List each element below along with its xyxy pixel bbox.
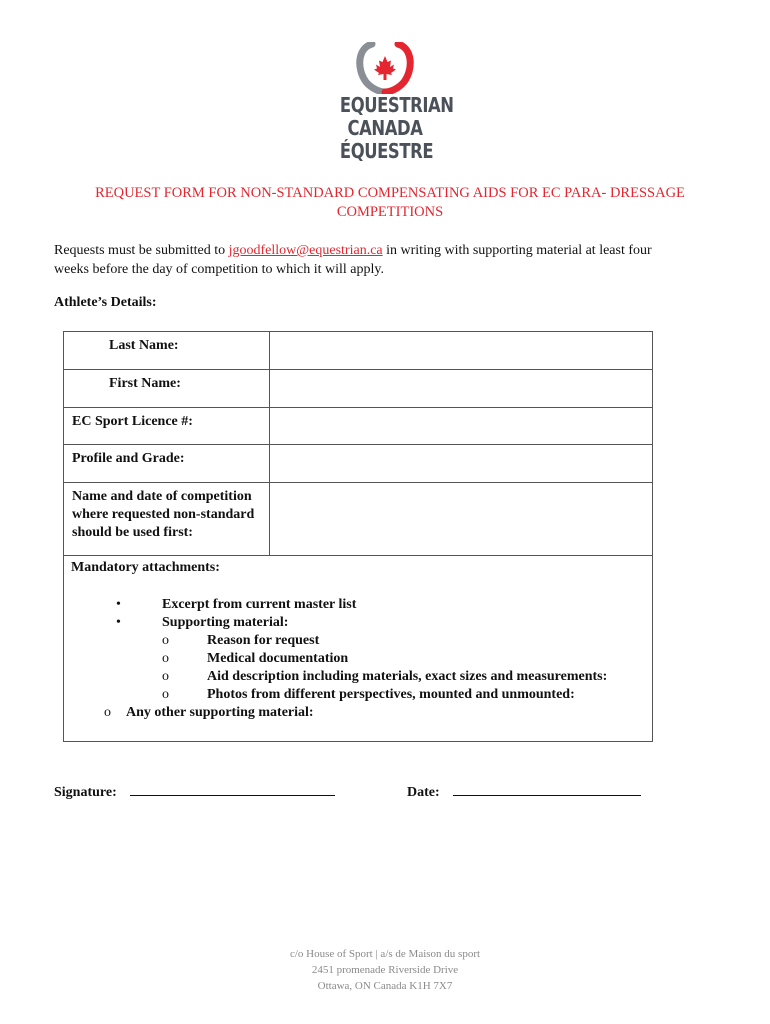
table-row bbox=[64, 408, 653, 445]
last-name-label: Last Name: bbox=[109, 338, 179, 353]
competition-label-line-2: where requested non-standard bbox=[72, 507, 255, 522]
logo-wordmark bbox=[339, 93, 454, 163]
competition-label bbox=[64, 483, 269, 542]
last-name-field[interactable] bbox=[270, 332, 653, 370]
email-link[interactable]: jgoodfellow@equestrian.ca bbox=[228, 243, 383, 258]
competition-label-line-3: should be used first: bbox=[72, 525, 193, 540]
list-item bbox=[64, 668, 654, 686]
table-row bbox=[64, 370, 653, 408]
bullet-icon: • bbox=[116, 597, 121, 612]
attachment-subitem-text: Medical documentation bbox=[207, 651, 349, 666]
table-row bbox=[64, 483, 653, 556]
signature-label: Signature: bbox=[54, 785, 117, 800]
table-row bbox=[64, 445, 653, 483]
licence-field[interactable] bbox=[270, 408, 653, 445]
attachments-heading: Mandatory attachments: bbox=[71, 560, 220, 575]
competition-field[interactable] bbox=[270, 483, 653, 556]
sub-bullet-icon: o bbox=[104, 705, 111, 720]
sub-bullet-icon: o bbox=[162, 651, 169, 666]
logo-line-equestrian: EQUESTRIAN bbox=[339, 93, 454, 117]
first-name-label: First Name: bbox=[109, 376, 181, 391]
attachment-item-text: Supporting material: bbox=[162, 615, 289, 630]
form-title-line-1: REQUEST FORM FOR NON-STANDARD COMPENSATING AIDS FOR EC PARA- DRESSAGE bbox=[95, 185, 685, 201]
list-item bbox=[64, 650, 654, 668]
sub-bullet-icon: o bbox=[162, 633, 169, 648]
attachment-other-text: Any other supporting material: bbox=[126, 705, 314, 720]
instructions-text-line-2: weeks before the day of competition to which it will apply. bbox=[54, 262, 384, 277]
profile-field[interactable] bbox=[270, 445, 653, 483]
list-item bbox=[64, 614, 654, 632]
sub-bullet-icon: o bbox=[162, 669, 169, 684]
list-item bbox=[64, 632, 654, 650]
instructions-text: Requests must be submitted to bbox=[54, 243, 229, 258]
attachment-subitem-text: Photos from different perspectives, mounted and unmounted: bbox=[207, 687, 575, 702]
footer-line-1: c/o House of Sport | a/s de Maison du sport bbox=[289, 948, 481, 960]
table-row bbox=[64, 556, 653, 742]
licence-label-cell bbox=[64, 408, 270, 445]
instructions-paragraph bbox=[54, 241, 714, 279]
equestrian-canada-logo bbox=[330, 42, 454, 168]
footer-address bbox=[0, 946, 770, 994]
date-row bbox=[407, 781, 641, 801]
attachments-list bbox=[64, 596, 654, 722]
list-item bbox=[64, 686, 654, 704]
form-title-line-2: COMPETITIONS bbox=[336, 204, 444, 220]
attachment-subitem-text: Reason for request bbox=[207, 633, 320, 648]
profile-label: Profile and Grade: bbox=[72, 451, 185, 466]
form-title bbox=[60, 184, 720, 222]
athlete-details-heading: Athlete’s Details: bbox=[54, 295, 157, 310]
licence-label: EC Sport Licence #: bbox=[72, 414, 193, 429]
table-row bbox=[64, 332, 653, 370]
signature-row bbox=[54, 781, 335, 801]
footer-line-3: Ottawa, ON Canada K1H 7X7 bbox=[317, 980, 453, 992]
bullet-icon: • bbox=[116, 615, 121, 630]
attachment-subitem-text: Aid description including materials, exact sizes and measurements: bbox=[207, 669, 608, 684]
logo-line-canada: CANADA bbox=[347, 116, 423, 140]
logo-line-equestre: ÉQUESTRE bbox=[339, 139, 434, 163]
first-name-label-cell bbox=[64, 370, 270, 408]
list-item bbox=[64, 596, 654, 614]
last-name-label-cell bbox=[64, 332, 270, 370]
athlete-details-table bbox=[63, 331, 653, 742]
horseshoe-maple-leaf-icon bbox=[330, 42, 440, 94]
competition-label-cell bbox=[64, 483, 270, 556]
date-label: Date: bbox=[407, 785, 440, 800]
sub-bullet-icon: o bbox=[162, 687, 169, 702]
footer-line-2: 2451 promenade Riverside Drive bbox=[311, 964, 459, 976]
attachments-cell bbox=[64, 556, 653, 742]
attachment-item-text: Excerpt from current master list bbox=[162, 597, 357, 612]
instructions-text-cont: in writing with supporting material at least four bbox=[382, 243, 652, 258]
signature-field[interactable] bbox=[130, 781, 335, 796]
date-field[interactable] bbox=[453, 781, 641, 796]
first-name-field[interactable] bbox=[270, 370, 653, 408]
profile-label-cell bbox=[64, 445, 270, 483]
competition-label-line-1: Name and date of competition bbox=[72, 489, 252, 504]
list-item bbox=[64, 704, 654, 722]
